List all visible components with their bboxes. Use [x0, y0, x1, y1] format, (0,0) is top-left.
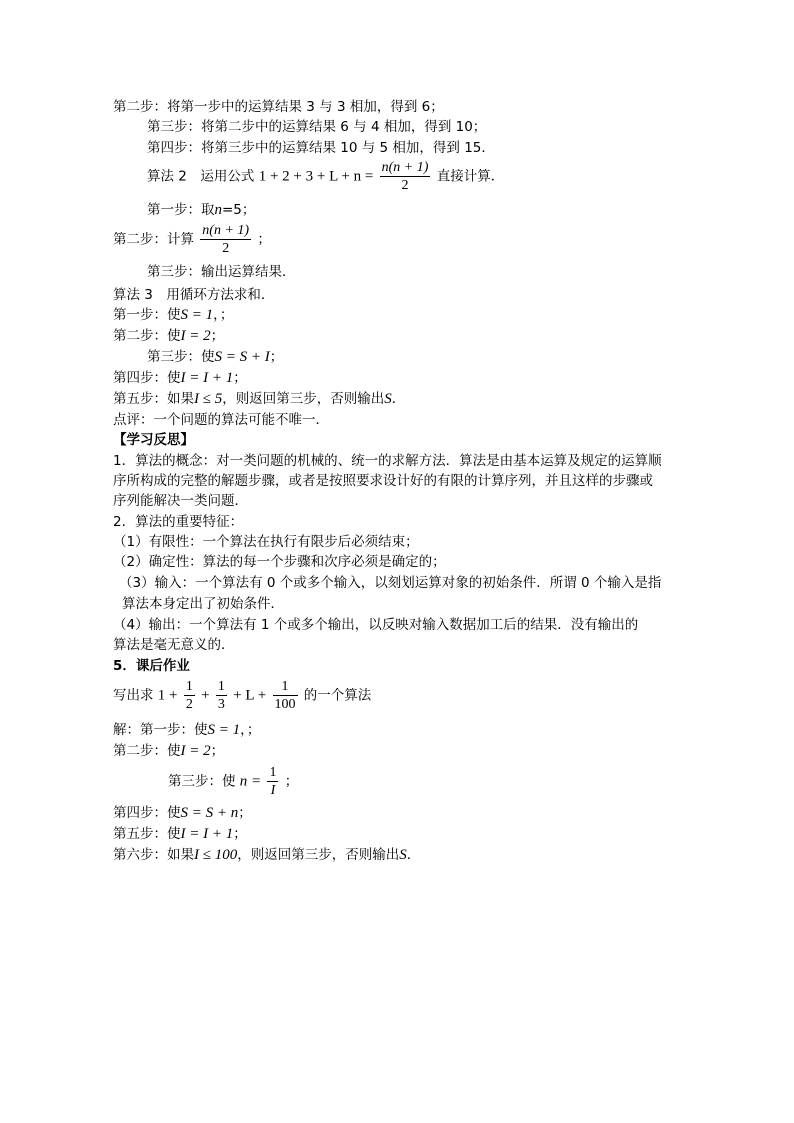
concept-line-2: 序所构成的完整的解题步骤，或者是按照要求设计好的有限的计算序列，并且这样的步骤或: [113, 473, 653, 489]
fraction-denominator: 100: [274, 697, 296, 712]
alg3-step1-line: [113, 308, 233, 323]
step-suffix: ；: [269, 349, 284, 365]
math-expression: n =: [239, 773, 262, 790]
concept-line-3: 序列能解决一类问题．: [113, 493, 248, 509]
fraction-numerator: 1: [185, 679, 193, 694]
math-variable: n: [214, 202, 222, 218]
math-expression: S = 1: [180, 307, 214, 323]
fraction-numerator: 1: [273, 679, 298, 696]
algorithm2-formula: 1 + 2 + 3 + L + n =: [258, 168, 374, 185]
step-suffix: ；: [284, 773, 299, 790]
step-suffix: ；: [238, 805, 252, 821]
algorithm2-line: [147, 160, 504, 193]
question-suffix: 的一个算法: [303, 687, 372, 704]
step-text: 第一步：取: [147, 202, 215, 218]
step-suffix: ．: [406, 847, 421, 863]
fraction-1-3: [216, 679, 227, 712]
solution-step1-line: [113, 723, 260, 738]
solution-step5-line: [113, 827, 247, 842]
step-suffix: ；: [257, 231, 271, 248]
alg3-step4-line: [113, 371, 247, 386]
fraction-numerator: 1: [269, 765, 277, 780]
step-suffix: ，；: [240, 722, 261, 738]
step-suffix: ；: [210, 743, 225, 759]
fraction-1-100: [273, 679, 298, 712]
section-heading-reflection: 【学习反思】: [113, 432, 194, 448]
feature-input-cont: 算法本身定出了初始条件．: [122, 596, 284, 612]
feature-output-cont: 算法是毫无意义的．: [113, 637, 235, 653]
comment-line: 点评：一个问题的算法可能不唯一．: [113, 412, 329, 428]
step-middle: ，则返回第三步，否则输出: [222, 391, 385, 407]
fraction-numerator: n(n + 1): [202, 223, 250, 238]
math-variable: S: [384, 391, 392, 407]
solution-step2-line: [113, 744, 224, 759]
step3-line: 第三步：将第二步中的运算结果 6 与 4 相加，得到 10；: [147, 119, 487, 135]
concept-line-1: 1．算法的概念：对一类问题的机械的、统一的求解方法．算法是由基本运算及规定的运算顺: [113, 453, 662, 469]
feature-definiteness: （2）确定性：算法的每一个步骤和次序必须是确定的；: [113, 554, 446, 570]
fraction-denominator: 2: [222, 241, 230, 256]
fraction-1-2: [184, 679, 195, 712]
step2-fraction: [200, 223, 251, 256]
math-term: 1 +: [157, 687, 178, 704]
question-text: 写出求: [113, 687, 154, 704]
step-suffix: ；: [233, 370, 247, 386]
algorithm2-fraction: [380, 160, 431, 193]
step-text: 第六步：如果: [113, 847, 194, 863]
step-middle: ，则返回第三步，否则输出: [237, 847, 400, 863]
feature-finiteness: （1）有限性：一个算法在执行有限步后必须结束；: [113, 534, 419, 550]
math-expression: I = I + 1: [180, 370, 234, 386]
math-variable: S: [399, 847, 407, 863]
step-text: 第三步：使: [168, 773, 236, 790]
algorithm2-suffix: 直接计算．: [436, 168, 505, 185]
feature-output: （4）输出：一个算法有 1 个或多个输出，以反映对输入数据加工后的结果．没有输出的: [113, 617, 639, 633]
algorithm2-label: 算法 2 运用公式: [147, 168, 255, 185]
step-text: 解：第一步：使: [113, 722, 208, 738]
step-text: 第四步：使: [113, 370, 181, 386]
fraction-denominator: I: [270, 783, 276, 798]
alg3-step2-line: [113, 329, 224, 344]
step-suffix: ；: [233, 826, 247, 842]
step-suffix: ；: [210, 328, 225, 344]
step4-line: 第四步：将第三步中的运算结果 10 与 5 相加，得到 15．: [147, 140, 495, 156]
fraction-numerator: n(n + 1): [381, 160, 429, 175]
math-expression: S = S + n: [180, 805, 239, 821]
alg2-step2-line: [113, 223, 271, 256]
step-text: 第二步：使: [113, 328, 181, 344]
math-expression: S = S + I: [214, 349, 270, 365]
math-operator: + L +: [233, 687, 267, 704]
step-text: 第二步：计算: [113, 231, 194, 248]
fraction-denominator: 2: [401, 178, 409, 193]
math-operator: +: [201, 687, 210, 704]
homework-question: [113, 679, 371, 712]
step-text: 第五步：如果: [113, 391, 194, 407]
solution-step3-line: [168, 765, 298, 798]
step-text: 第二步：使: [113, 743, 181, 759]
step-text: 第三步：使: [147, 349, 215, 365]
math-expression: S = 1: [207, 722, 241, 738]
math-expression: I = 2: [180, 743, 211, 759]
features-heading: 2．算法的重要特征：: [113, 514, 244, 530]
alg2-step1-line: [147, 203, 255, 218]
math-expression: I ≤ 100: [194, 847, 238, 863]
step2-line: 第二步：将第一步中的运算结果 3 与 3 相加，得到 6；: [113, 99, 444, 115]
fraction-numerator: 1: [217, 679, 225, 694]
fraction-1-over-I: [267, 765, 278, 798]
fraction-denominator: 3: [217, 697, 225, 712]
math-expression: I = 2: [180, 328, 211, 344]
alg2-step3-line: 第三步：输出运算结果．: [147, 264, 296, 280]
section-heading-homework: 5．课后作业: [113, 658, 190, 674]
feature-input: （3）输入：一个算法有 0 个或多个输入，以刻划运算对象的初始条件．所谓 0 个输入是指: [119, 575, 662, 591]
step-text: 第一步：使: [113, 307, 181, 323]
step-text: 第五步：使: [113, 826, 181, 842]
step-suffix: ，；: [213, 307, 234, 323]
math-expression: I ≤ 5: [194, 391, 223, 407]
step-suffix: ．: [391, 391, 406, 407]
alg3-step5-line: [113, 392, 405, 407]
fraction-denominator: 2: [185, 697, 193, 712]
solution-step4-line: [113, 806, 252, 821]
solution-step6-line: [113, 848, 420, 863]
math-expression: I = I + 1: [180, 826, 234, 842]
step-suffix: =5；: [222, 202, 256, 218]
algorithm3-line: 算法 3 用循环方法求和．: [113, 287, 275, 303]
alg3-step3-line: [147, 350, 283, 365]
step-text: 第四步：使: [113, 805, 181, 821]
